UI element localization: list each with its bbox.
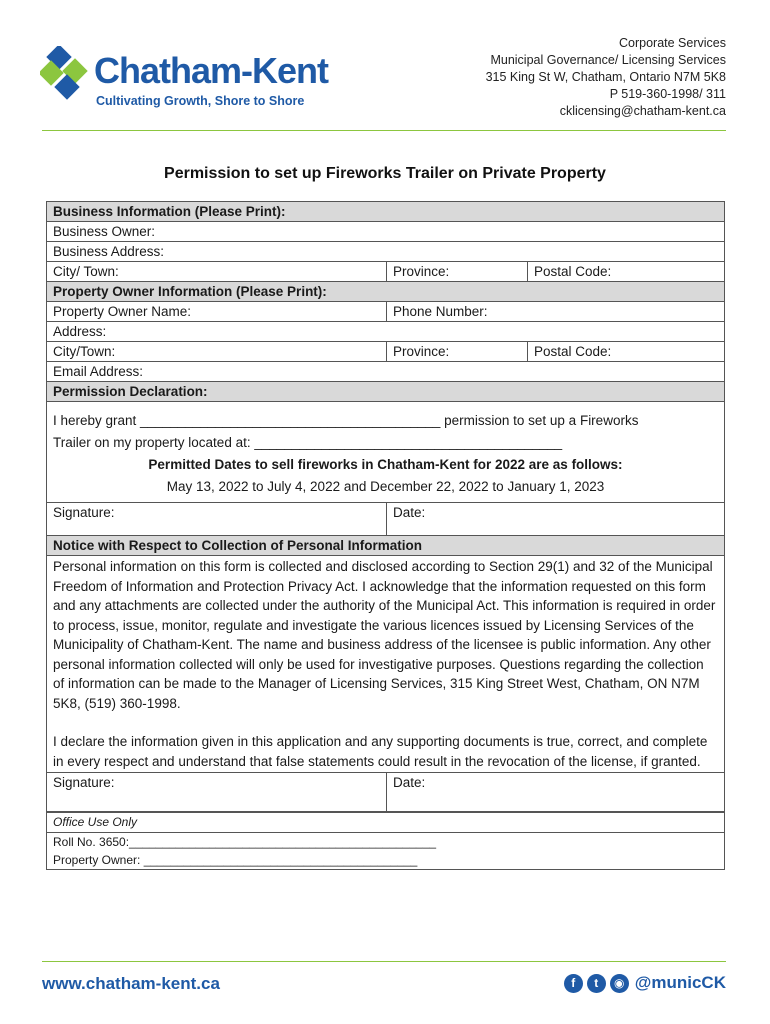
chatham-kent-logo: [40, 46, 329, 116]
permitted-dates: May 13, 2022 to July 4, 2022 and December 22, 2022 to January 1, 2023: [166, 479, 605, 494]
twitter-icon[interactable]: t: [587, 974, 606, 993]
property-heading-row: [47, 282, 724, 302]
property-owner-name-field[interactable]: Property Owner Name:: [47, 302, 387, 321]
office-use-box: [47, 813, 724, 870]
letterhead: [0, 0, 770, 135]
property-city-field[interactable]: City/Town:: [47, 342, 387, 361]
notice-date-field[interactable]: Date:: [393, 775, 426, 790]
property-address-row[interactable]: [47, 322, 724, 342]
property-postal-field[interactable]: Postal Code:: [534, 344, 612, 359]
contact-address: 315 King St W, Chatham, Ontario N7M 5K8: [485, 70, 726, 84]
page-title: Permission to set up Fireworks Trailer on Private Property: [164, 165, 606, 182]
social-links: [564, 973, 726, 993]
declaration-signature-field[interactable]: Signature:: [47, 503, 387, 535]
property-owner-row: [47, 302, 724, 322]
facebook-icon[interactable]: f: [564, 974, 583, 993]
grant-line[interactable]: I hereby grant ________________________________________ permission to set up a Fireworks: [53, 413, 639, 428]
business-heading: Business Information (Please Print):: [53, 204, 286, 219]
business-owner-row[interactable]: [47, 222, 724, 242]
logo-tagline: Cultivating Growth, Shore to Shore: [96, 94, 305, 108]
contact-block: [486, 35, 726, 120]
footer-divider: [42, 961, 726, 962]
business-address-row[interactable]: [47, 242, 724, 262]
notice-signature-field[interactable]: Signature:: [47, 773, 387, 811]
office-property-owner-line: Property Owner: _________________________________________: [53, 853, 418, 867]
permission-form: [46, 201, 725, 870]
email-label: Email Address:: [53, 364, 144, 379]
business-province-field[interactable]: Province:: [387, 262, 528, 281]
notice-heading: Notice with Respect to Collection of Personal Information: [53, 538, 423, 553]
property-city-row: [47, 342, 724, 362]
business-owner-label: Business Owner:: [53, 224, 156, 239]
declaration-signature-row: [47, 503, 724, 536]
header-divider: [42, 130, 726, 131]
phone-number-field[interactable]: Phone Number:: [393, 304, 488, 319]
contact-email[interactable]: cklicensing@chatham-kent.ca: [559, 104, 726, 118]
contact-phone: P 519-360-1998/ 311: [609, 87, 726, 101]
business-postal-field[interactable]: Postal Code:: [534, 264, 612, 279]
business-city-row: [47, 262, 724, 282]
dates-heading: Permitted Dates to sell fireworks in Chatham-Kent for 2022 are as follows:: [148, 457, 623, 472]
notice-heading-row: [47, 536, 724, 556]
logo-name: Chatham-Kent: [94, 50, 329, 91]
property-address-label: Address:: [53, 324, 107, 339]
social-handle[interactable]: @municCK: [634, 973, 726, 992]
roll-number-line: Roll No. 3650:______________________________________________: [53, 835, 437, 849]
contact-division: Municipal Governance/ Licensing Services: [490, 53, 726, 67]
privacy-notice-text: Personal information on this form is collected and disclosed according to Section 29(1) and 32 of the Municipal Freedom of Information and Protection Privacy Act. I acknowledge that the information requested on this form and any attachments are collected under the authority of the Municipal Act. This information is required in order to process, issue, monitor, regulate and investigate the various licences issued by Licensing Services of the Municipality of Chatham-Kent. The name and business address of the licensee is public information. Any other personal information collected will only be used for investigative purposes. Questions regarding the collection of information can be made to the Manager of Licensing Services, 315 King Street West, Chatham, ON N7M 5K8, (519) 360-1998.: [53, 559, 716, 711]
instagram-icon[interactable]: ◉: [610, 974, 629, 993]
declaration-heading: Permission Declaration:: [53, 384, 208, 399]
property-province-field[interactable]: Province:: [387, 342, 528, 361]
property-heading: Property Owner Information (Please Print):: [53, 284, 327, 299]
office-use-heading: Office Use Only: [47, 813, 724, 833]
logo-diamond-icon: [40, 46, 92, 102]
notice-body: [47, 556, 724, 773]
business-heading-row: [47, 202, 724, 222]
location-line[interactable]: Trailer on my property located at: _________________________________________: [53, 435, 563, 450]
email-row[interactable]: [47, 362, 724, 382]
notice-signature-row: [47, 773, 724, 813]
business-address-label: Business Address:: [53, 244, 165, 259]
declaration-date-field[interactable]: Date:: [393, 505, 426, 520]
contact-department: Corporate Services: [619, 36, 726, 50]
business-city-field[interactable]: City/ Town:: [47, 262, 387, 281]
declaration-statement-text: I declare the information given in this application and any supporting documents is true, correct, and complete in every respect and understand that false statements could result in the revocation of the license, if granted.: [53, 734, 708, 769]
declaration-heading-row: [47, 382, 724, 402]
website-link[interactable]: www.chatham-kent.ca: [42, 974, 220, 993]
declaration-body: [47, 402, 724, 503]
